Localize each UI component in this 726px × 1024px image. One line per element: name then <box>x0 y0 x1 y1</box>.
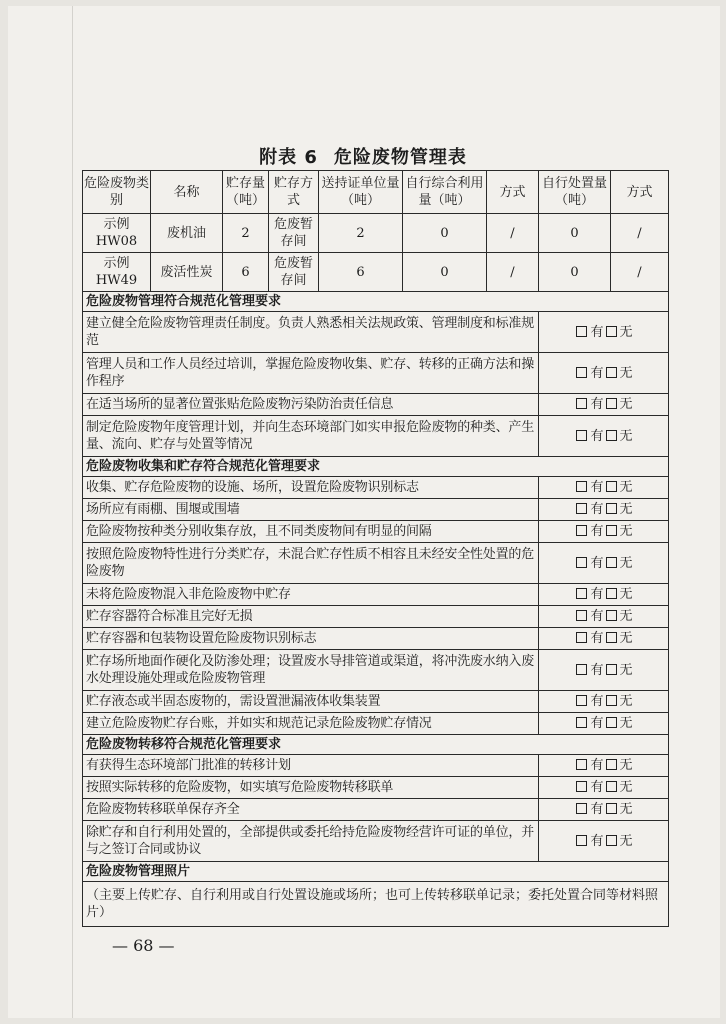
no-checkbox[interactable] <box>606 632 617 643</box>
yes-no-choice: 有 无 <box>539 799 669 821</box>
checklist-item <box>83 543 669 584</box>
yes-checkbox[interactable] <box>576 803 587 814</box>
yes-checkbox[interactable] <box>576 481 587 492</box>
col-header: 贮存方式 <box>269 171 319 214</box>
yes-checkbox[interactable] <box>576 632 587 643</box>
section-header: 危险废物收集和贮存符合规范化管理要求 <box>83 457 669 477</box>
cell-sent: 2 <box>319 214 403 253</box>
yes-no-choice: 有 无 <box>539 628 669 650</box>
yes-no-choice: 有 无 <box>539 394 669 416</box>
yes-checkbox[interactable] <box>576 326 587 337</box>
hazardous-waste-table <box>82 170 669 927</box>
cell-disposal-method: / <box>611 214 669 253</box>
yes-checkbox[interactable] <box>576 781 587 792</box>
no-checkbox[interactable] <box>606 367 617 378</box>
item-text: 危险废物按种类分别收集存放，且不同类废物间有明显的间隔 <box>83 521 539 543</box>
page-number: — 68 — <box>112 936 175 955</box>
yes-no-choice: 有 无 <box>539 477 669 499</box>
col-header: 方式 <box>487 171 539 214</box>
item-text: 贮存液态或半固态废物的，需设置泄漏液体收集装置 <box>83 691 539 713</box>
col-header: 危险废物类别 <box>83 171 151 214</box>
yes-no-choice: 有 无 <box>539 521 669 543</box>
cell-method: 危废暂存间 <box>269 253 319 292</box>
yes-checkbox[interactable] <box>576 610 587 621</box>
no-checkbox[interactable] <box>606 588 617 599</box>
yes-no-choice: 有 无 <box>539 416 669 457</box>
cell-storage: 6 <box>223 253 269 292</box>
item-text: 按照实际转移的危险废物，如实填写危险废物转移联单 <box>83 777 539 799</box>
photo-note: （主要上传贮存、自行利用或自行处置设施或场所；也可上传转移联单记录；委托处置合同等材料照片） <box>83 882 669 927</box>
yes-checkbox[interactable] <box>576 557 587 568</box>
no-checkbox[interactable] <box>606 610 617 621</box>
no-checkbox[interactable] <box>606 835 617 846</box>
col-header: 送持证单位量（吨） <box>319 171 403 214</box>
checklist-item <box>83 416 669 457</box>
yes-no-choice: 有 无 <box>539 691 669 713</box>
yes-no-choice: 有 无 <box>539 312 669 353</box>
item-text: 建立健全危险废物管理责任制度。负责人熟悉相关法规政策、管理制度和标准规范 <box>83 312 539 353</box>
yes-no-choice: 有 无 <box>539 713 669 735</box>
yes-checkbox[interactable] <box>576 695 587 706</box>
cell-category: 示例HW49 <box>83 253 151 292</box>
yes-no-choice: 有 无 <box>539 650 669 691</box>
item-text: 贮存容器和包装物设置危险废物识别标志 <box>83 628 539 650</box>
yes-no-choice: 有 无 <box>539 606 669 628</box>
no-checkbox[interactable] <box>606 803 617 814</box>
checklist-item <box>83 353 669 394</box>
checklist-item <box>83 477 669 499</box>
col-header: 名称 <box>151 171 223 214</box>
no-checkbox[interactable] <box>606 525 617 536</box>
cell-disposal: 0 <box>539 214 611 253</box>
no-checkbox[interactable] <box>606 503 617 514</box>
checklist-item <box>83 521 669 543</box>
yes-no-choice: 有 无 <box>539 777 669 799</box>
cell-reuse: 0 <box>403 253 487 292</box>
cell-reuse-method: / <box>487 253 539 292</box>
checklist-item <box>83 691 669 713</box>
cell-method: 危废暂存间 <box>269 214 319 253</box>
cell-reuse-method: / <box>487 214 539 253</box>
checklist-item <box>83 799 669 821</box>
item-text: 制定危险废物年度管理计划，并向生态环境部门如实申报危险废物的种类、产生量、流向、贮存与处置等情况 <box>83 416 539 457</box>
no-checkbox[interactable] <box>606 430 617 441</box>
no-checkbox[interactable] <box>606 557 617 568</box>
checklist-item <box>83 628 669 650</box>
checklist-item <box>83 312 669 353</box>
no-checkbox[interactable] <box>606 398 617 409</box>
col-header: 方式 <box>611 171 669 214</box>
title-prefix: 附表 6 <box>259 147 318 168</box>
no-checkbox[interactable] <box>606 695 617 706</box>
item-text: 按照危险废物特性进行分类贮存，未混合贮存性质不相容且未经安全性处置的危险废物 <box>83 543 539 584</box>
col-header: 贮存量（吨） <box>223 171 269 214</box>
no-checkbox[interactable] <box>606 717 617 728</box>
no-checkbox[interactable] <box>606 326 617 337</box>
title-name: 危险废物管理表 <box>333 147 467 168</box>
header-row <box>83 171 669 214</box>
yes-checkbox[interactable] <box>576 588 587 599</box>
cell-disposal: 0 <box>539 253 611 292</box>
section-header: 危险废物管理符合规范化管理要求 <box>83 292 669 312</box>
item-text: 未将危险废物混入非危险废物中贮存 <box>83 584 539 606</box>
yes-checkbox[interactable] <box>576 367 587 378</box>
yes-no-choice: 有 无 <box>539 353 669 394</box>
section-header-photos: 危险废物管理照片 <box>83 862 669 882</box>
item-text: 场所应有雨棚、围堰或围墙 <box>83 499 539 521</box>
no-checkbox[interactable] <box>606 481 617 492</box>
cell-storage: 2 <box>223 214 269 253</box>
section-header: 危险废物转移符合规范化管理要求 <box>83 735 669 755</box>
yes-checkbox[interactable] <box>576 430 587 441</box>
cell-name: 废活性炭 <box>151 253 223 292</box>
item-text: 有获得生态环境部门批准的转移计划 <box>83 755 539 777</box>
checklist-item <box>83 394 669 416</box>
checklist-item <box>83 777 669 799</box>
no-checkbox[interactable] <box>606 759 617 770</box>
yes-no-choice: 有 无 <box>539 499 669 521</box>
item-text: 收集、贮存危险废物的设施、场所，设置危险废物识别标志 <box>83 477 539 499</box>
cell-category: 示例HW08 <box>83 214 151 253</box>
checklist-item <box>83 584 669 606</box>
cell-disposal-method: / <box>611 253 669 292</box>
checklist-item <box>83 755 669 777</box>
yes-checkbox[interactable] <box>576 503 587 514</box>
cell-reuse: 0 <box>403 214 487 253</box>
cell-sent: 6 <box>319 253 403 292</box>
item-text: 除贮存和自行利用处置的，全部提供或委托给持危险废物经营许可证的单位，并与之签订合同或协议 <box>83 821 539 862</box>
yes-no-choice: 有 无 <box>539 755 669 777</box>
col-header: 自行处置量（吨） <box>539 171 611 214</box>
item-text: 贮存场所地面作硬化及防渗处理；设置废水导排管道或渠道，将冲洗废水纳入废水处理设施处理或危险废物管理 <box>83 650 539 691</box>
cell-name: 废机油 <box>151 214 223 253</box>
item-text: 管理人员和工作人员经过培训，掌握危险废物收集、贮存、转移的正确方法和操作程序 <box>83 353 539 394</box>
no-checkbox[interactable] <box>606 664 617 675</box>
item-text: 在适当场所的显著位置张贴危险废物污染防治责任信息 <box>83 394 539 416</box>
col-header: 自行综合利用量（吨） <box>403 171 487 214</box>
photo-upload-area[interactable] <box>83 882 669 927</box>
item-text: 贮存容器符合标准且完好无损 <box>83 606 539 628</box>
no-checkbox[interactable] <box>606 781 617 792</box>
item-text: 建立危险废物贮存台账，并如实和规范记录危险废物贮存情况 <box>83 713 539 735</box>
item-text: 危险废物转移联单保存齐全 <box>83 799 539 821</box>
yes-checkbox[interactable] <box>576 759 587 770</box>
yes-checkbox[interactable] <box>576 398 587 409</box>
yes-no-choice: 有 无 <box>539 821 669 862</box>
yes-checkbox[interactable] <box>576 717 587 728</box>
checklist-item <box>83 821 669 862</box>
checklist-item <box>83 713 669 735</box>
checklist-item <box>83 606 669 628</box>
yes-checkbox[interactable] <box>576 525 587 536</box>
page-title <box>0 143 726 169</box>
yes-checkbox[interactable] <box>576 835 587 846</box>
checklist-item <box>83 499 669 521</box>
example-row <box>83 214 669 253</box>
yes-checkbox[interactable] <box>576 664 587 675</box>
example-row <box>83 253 669 292</box>
checklist-item <box>83 650 669 691</box>
yes-no-choice: 有 无 <box>539 584 669 606</box>
yes-no-choice: 有 无 <box>539 543 669 584</box>
